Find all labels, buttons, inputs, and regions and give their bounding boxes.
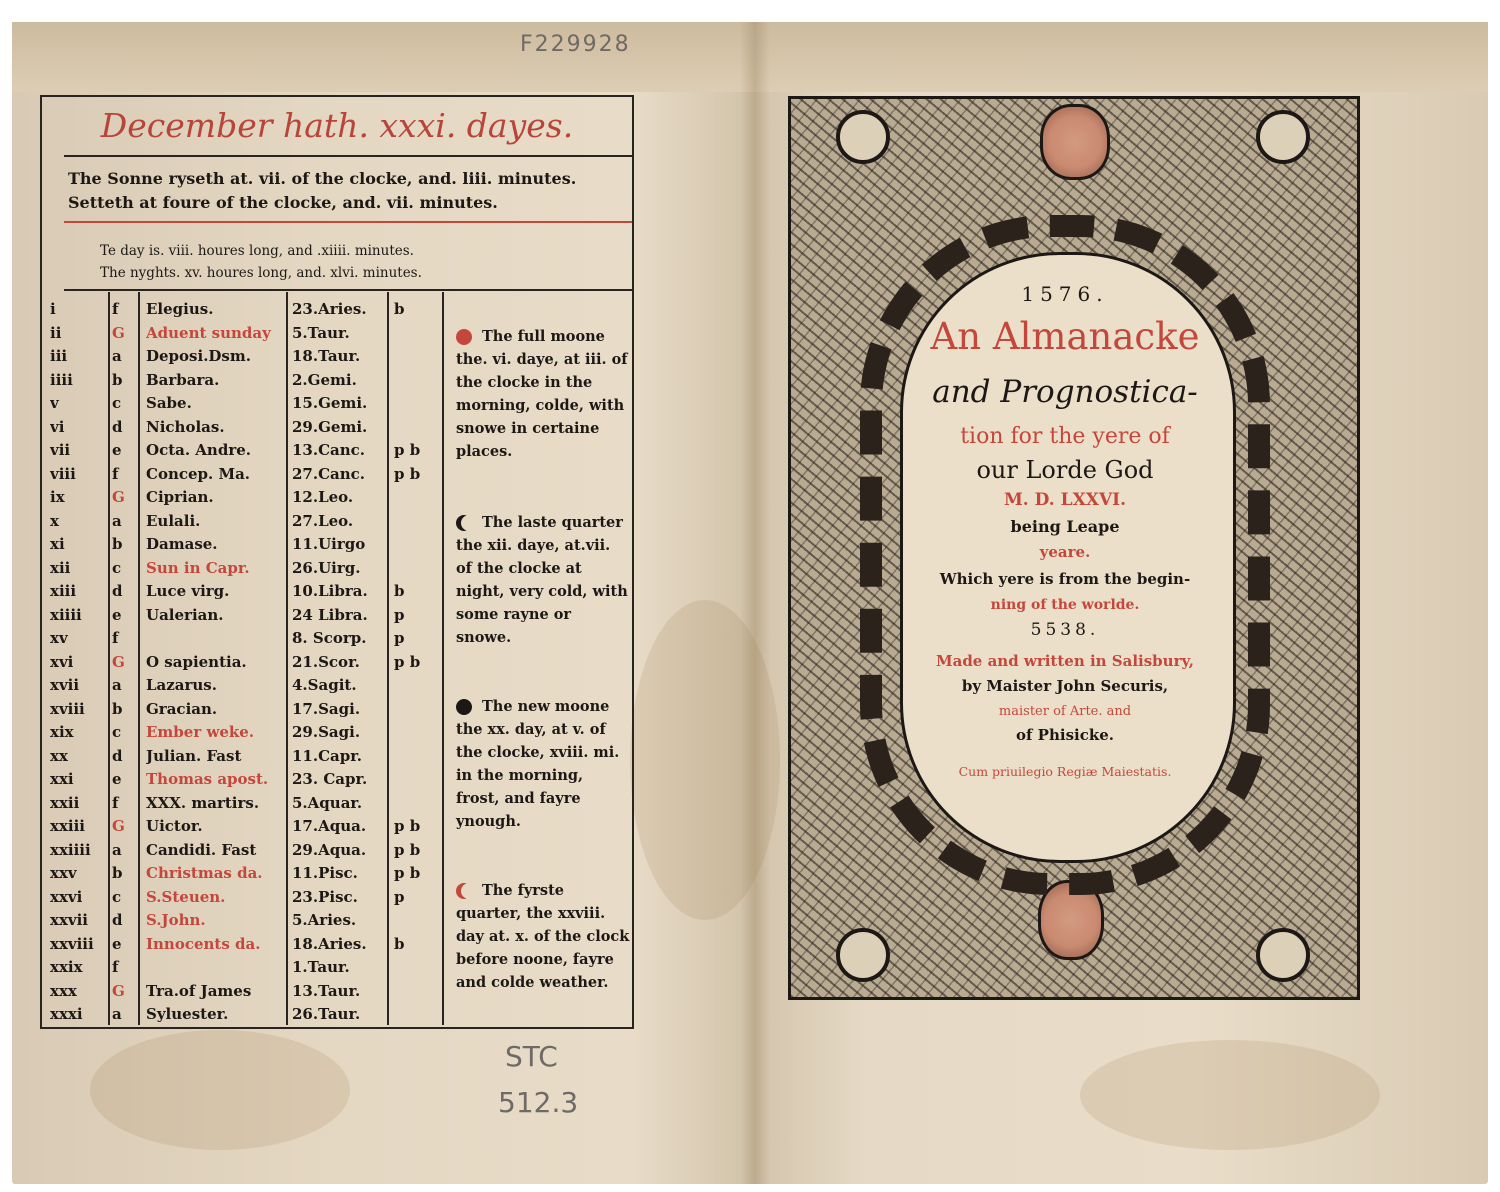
- saint-name: Julian. Fast: [146, 746, 242, 765]
- calendar-page: [40, 95, 634, 1029]
- moon-phase-note: The full moone the. vi. daye, at iii. of the clocke in the morning, colde, with snowe in certaine places.: [456, 328, 628, 460]
- aspect-mark: b: [394, 582, 405, 600]
- master-line: maister of Arte. and: [998, 704, 1132, 719]
- zodiac-sign: 24 Libra.: [292, 605, 368, 624]
- dominical-letter: a: [112, 840, 122, 859]
- dominical-letter: e: [112, 770, 122, 788]
- moon-phase-note: The laste quarter the xii. daye, at.vii. of the clocke at night, very cold, with some rayne or snowe.: [456, 514, 628, 646]
- column-rule: [138, 292, 140, 1025]
- zodiac-sign: 11.Pisc.: [292, 864, 358, 882]
- day-number: xii: [50, 558, 71, 577]
- dominical-letter: G: [112, 981, 125, 1000]
- saint-name: Gracian.: [146, 699, 218, 718]
- zodiac-sign: 5.Aquar.: [292, 793, 363, 812]
- dominical-letter: c: [112, 723, 122, 741]
- dominical-letter: d: [112, 582, 123, 600]
- dominical-letter: b: [112, 864, 123, 882]
- day-number: xiiii: [50, 605, 82, 624]
- begin-line-2: ning of the worlde.: [990, 597, 1140, 613]
- world-year: 5538.: [1030, 620, 1100, 640]
- aspect-mark: p b: [394, 840, 421, 859]
- paper-stain: [630, 600, 780, 920]
- saint-name: Candidi. Fast: [146, 840, 257, 859]
- zodiac-sign: 11.Capr.: [292, 746, 362, 765]
- leap-line-1: being Leape: [1010, 517, 1120, 536]
- dominical-letter: a: [112, 676, 122, 694]
- dominical-letter: a: [112, 511, 122, 530]
- zodiac-sign: 23.Pisc.: [292, 887, 358, 906]
- day-number: xv: [50, 629, 68, 647]
- dominical-letter: c: [112, 558, 122, 577]
- saint-name: Deposi.Dsm.: [146, 347, 251, 365]
- paper-stain: [90, 1030, 350, 1150]
- saint-name: Syluester.: [146, 1005, 229, 1023]
- dominical-letter: f: [112, 464, 119, 483]
- day-number: iii: [50, 347, 68, 365]
- dominical-letter: a: [112, 347, 122, 365]
- paper-stain: [1080, 1040, 1380, 1150]
- year: 1576.: [1021, 282, 1109, 306]
- dominical-letter: G: [112, 323, 125, 342]
- scroll-ornament: [836, 928, 890, 982]
- day-number: xviii: [50, 699, 85, 718]
- dominical-letter: e: [112, 934, 122, 953]
- day-number: xiii: [50, 582, 77, 600]
- saint-name: Innocents da.: [146, 934, 261, 953]
- made-line: Made and written in Salisbury,: [936, 652, 1194, 670]
- day-number: xvi: [50, 652, 74, 671]
- day-number: xxxi: [50, 1005, 83, 1023]
- saint-name: O sapientia.: [146, 652, 247, 671]
- zodiac-sign: 17.Aqua.: [292, 817, 367, 835]
- saint-name: Barbara.: [146, 370, 220, 389]
- sunrise-line: The Sonne ryseth at. vii. of the clocke, and. liii. minutes.: [68, 169, 577, 188]
- zodiac-sign: 13.Canc.: [292, 441, 366, 459]
- scroll-ornament: [836, 110, 890, 164]
- aspect-mark: p b: [394, 652, 421, 671]
- day-number: xxiii: [50, 817, 85, 835]
- scroll-ornament: [1256, 110, 1310, 164]
- saint-name: Ciprian.: [146, 488, 214, 506]
- title-line-2: and Prognostica-: [932, 374, 1198, 410]
- zodiac-sign: 29.Aqua.: [292, 840, 367, 859]
- day-number: xxv: [50, 864, 77, 882]
- column-rule: [442, 292, 444, 1025]
- title-line-4: our Lorde God: [976, 456, 1154, 484]
- zodiac-sign: 27.Leo.: [292, 511, 354, 530]
- moon-phase-note: The new moone the xx. day, at v. of the clocke, xviii. mi. in the morning, frost, and fayre ynough.: [456, 698, 620, 830]
- dominical-letter: b: [112, 699, 123, 718]
- dominical-letter: c: [112, 887, 122, 906]
- begin-line-1: Which yere is from the begin-: [939, 570, 1191, 588]
- day-number: xxviii: [50, 934, 94, 953]
- column-rule: [387, 292, 389, 1025]
- column-rule: [108, 292, 110, 1025]
- dominical-letter: e: [112, 441, 122, 459]
- day-number: xxii: [50, 793, 80, 812]
- day-number: xxx: [50, 981, 77, 1000]
- dominical-letter: c: [112, 394, 122, 412]
- dominical-letter: e: [112, 605, 122, 624]
- zodiac-sign: 8. Scorp.: [292, 629, 367, 647]
- column-rule: [286, 292, 288, 1025]
- saint-name: Ember weke.: [146, 723, 255, 741]
- saint-name: Aduent sunday: [146, 323, 271, 342]
- aspect-mark: p: [394, 629, 405, 647]
- author-line: by Maister John Securis,: [961, 677, 1169, 695]
- zodiac-sign: 29.Sagi.: [292, 723, 361, 741]
- zodiac-sign: 27.Canc.: [292, 464, 366, 483]
- dominical-letter: d: [112, 746, 123, 765]
- zodiac-sign: 18.Aries.: [292, 934, 367, 953]
- day-number: xxi: [50, 770, 74, 788]
- aspect-mark: p: [394, 605, 405, 624]
- zodiac-sign: 2.Gemi.: [292, 370, 357, 389]
- zodiac-sign: 15.Gemi.: [292, 394, 368, 412]
- dominical-letter: f: [112, 629, 119, 647]
- aspect-mark: b: [394, 934, 405, 953]
- saint-name: Christmas da.: [146, 864, 263, 882]
- saint-name: Concep. Ma.: [146, 464, 251, 483]
- title-line-1: An Almanacke: [930, 315, 1200, 358]
- day-number: xxiiii: [50, 840, 91, 859]
- archive-number: F229928: [520, 32, 631, 57]
- day-number: xi: [50, 535, 65, 553]
- zodiac-sign: 17.Sagi.: [292, 699, 361, 718]
- day-number: vi: [50, 417, 65, 436]
- day-number: i: [50, 300, 56, 318]
- aspect-mark: p b: [394, 464, 421, 483]
- scroll-ornament: [1256, 928, 1310, 982]
- day-number: xix: [50, 723, 74, 741]
- title-line-3: tion for the yere of: [960, 424, 1170, 449]
- stc-number: 512.3: [498, 1086, 579, 1119]
- dominical-letter: f: [112, 793, 119, 812]
- saint-name: Tra.of James: [146, 981, 252, 1000]
- saint-name: Sun in Capr.: [146, 558, 250, 577]
- saint-name: Damase.: [146, 535, 218, 553]
- saint-name: Thomas apost.: [146, 770, 269, 788]
- zodiac-sign: 18.Taur.: [292, 347, 361, 365]
- day-number: iiii: [50, 370, 73, 389]
- zodiac-sign: 23. Capr.: [292, 770, 368, 788]
- red-rule: [64, 221, 632, 223]
- day-number: xxvii: [50, 911, 88, 929]
- zodiac-sign: 26.Uirg.: [292, 558, 361, 577]
- night-length-line: The nyghts. xv. houres long, and. xlvi. minutes.: [100, 265, 422, 281]
- privilege-line: Cum priuilegio Regiæ Maiestatis.: [958, 764, 1172, 779]
- zodiac-sign: 29.Gemi.: [292, 417, 368, 436]
- zodiac-sign: 4.Sagit.: [292, 676, 357, 694]
- header-rule: [64, 289, 632, 291]
- dominical-letter: f: [112, 958, 119, 976]
- zodiac-sign: 13.Taur.: [292, 981, 361, 1000]
- saint-name: Octa. Andre.: [146, 441, 251, 459]
- zodiac-sign: 26.Taur.: [292, 1005, 361, 1023]
- saint-name: Ualerian.: [146, 605, 224, 624]
- saint-name: S.Steuen.: [146, 887, 226, 906]
- dominical-letter: d: [112, 417, 123, 436]
- saint-name: S.John.: [146, 911, 206, 929]
- dominical-letter: G: [112, 488, 125, 506]
- saint-name: Uictor.: [146, 817, 203, 835]
- calendar-title: December hath. xxxi. dayes.: [100, 106, 574, 145]
- aspect-mark: p: [394, 887, 405, 906]
- day-number: xvii: [50, 676, 80, 694]
- dominical-letter: a: [112, 1005, 122, 1023]
- dominical-letter: d: [112, 911, 123, 929]
- stc-label: STC: [505, 1040, 558, 1073]
- dominical-letter: b: [112, 535, 123, 553]
- aspect-mark: b: [394, 300, 405, 318]
- roman-year: M. D. LXXVI.: [1003, 490, 1127, 510]
- saint-name: XXX. martirs.: [146, 793, 260, 812]
- aspect-mark: p b: [394, 817, 421, 835]
- saint-name: Nicholas.: [146, 417, 225, 436]
- day-number: ix: [50, 488, 65, 506]
- day-number: ii: [50, 323, 62, 342]
- physic-line: of Phisicke.: [1016, 726, 1114, 744]
- saint-name: Lazarus.: [146, 676, 217, 694]
- zodiac-sign: 21.Scor.: [292, 652, 360, 671]
- day-number: vii: [50, 441, 71, 459]
- sunset-line: Setteth at foure of the clocke, and. vii. minutes.: [68, 193, 498, 212]
- saint-name: Luce virg.: [146, 582, 230, 600]
- day-number: viii: [50, 464, 76, 483]
- dominical-letter: f: [112, 300, 119, 318]
- dominical-letter: G: [112, 817, 125, 835]
- zodiac-sign: 1.Taur.: [292, 958, 350, 976]
- zodiac-sign: 10.Libra.: [292, 582, 368, 600]
- saint-name: Sabe.: [146, 394, 192, 412]
- zodiac-sign: 5.Aries.: [292, 911, 357, 929]
- day-number: xxix: [50, 958, 83, 976]
- title-rule: [64, 155, 632, 157]
- dominical-letter: b: [112, 370, 123, 389]
- saint-name: Eulali.: [146, 511, 201, 530]
- dominical-letter: G: [112, 652, 125, 671]
- day-number: xx: [50, 746, 68, 765]
- aspect-mark: p b: [394, 864, 421, 882]
- day-number: xxvi: [50, 887, 83, 906]
- day-number: x: [50, 511, 59, 530]
- zodiac-sign: 5.Taur.: [292, 323, 350, 342]
- day-number: v: [50, 394, 59, 412]
- day-length-line: Te day is. viii. houres long, and .xiiii. minutes.: [100, 243, 414, 259]
- zodiac-sign: 12.Leo.: [292, 488, 354, 506]
- zodiac-sign: 11.Uirgo: [292, 535, 366, 553]
- leap-line-2: yeare.: [1039, 543, 1091, 561]
- lion-face-ornament: [1040, 104, 1110, 180]
- saint-name: Elegius.: [146, 300, 214, 318]
- aspect-mark: p b: [394, 441, 421, 459]
- zodiac-sign: 23.Aries.: [292, 300, 367, 318]
- center-fold: [740, 22, 770, 1184]
- moon-phase-note: The fyrste quarter, the xxviii. day at. x. of the clock before noone, fayre and colde weather.: [456, 882, 630, 991]
